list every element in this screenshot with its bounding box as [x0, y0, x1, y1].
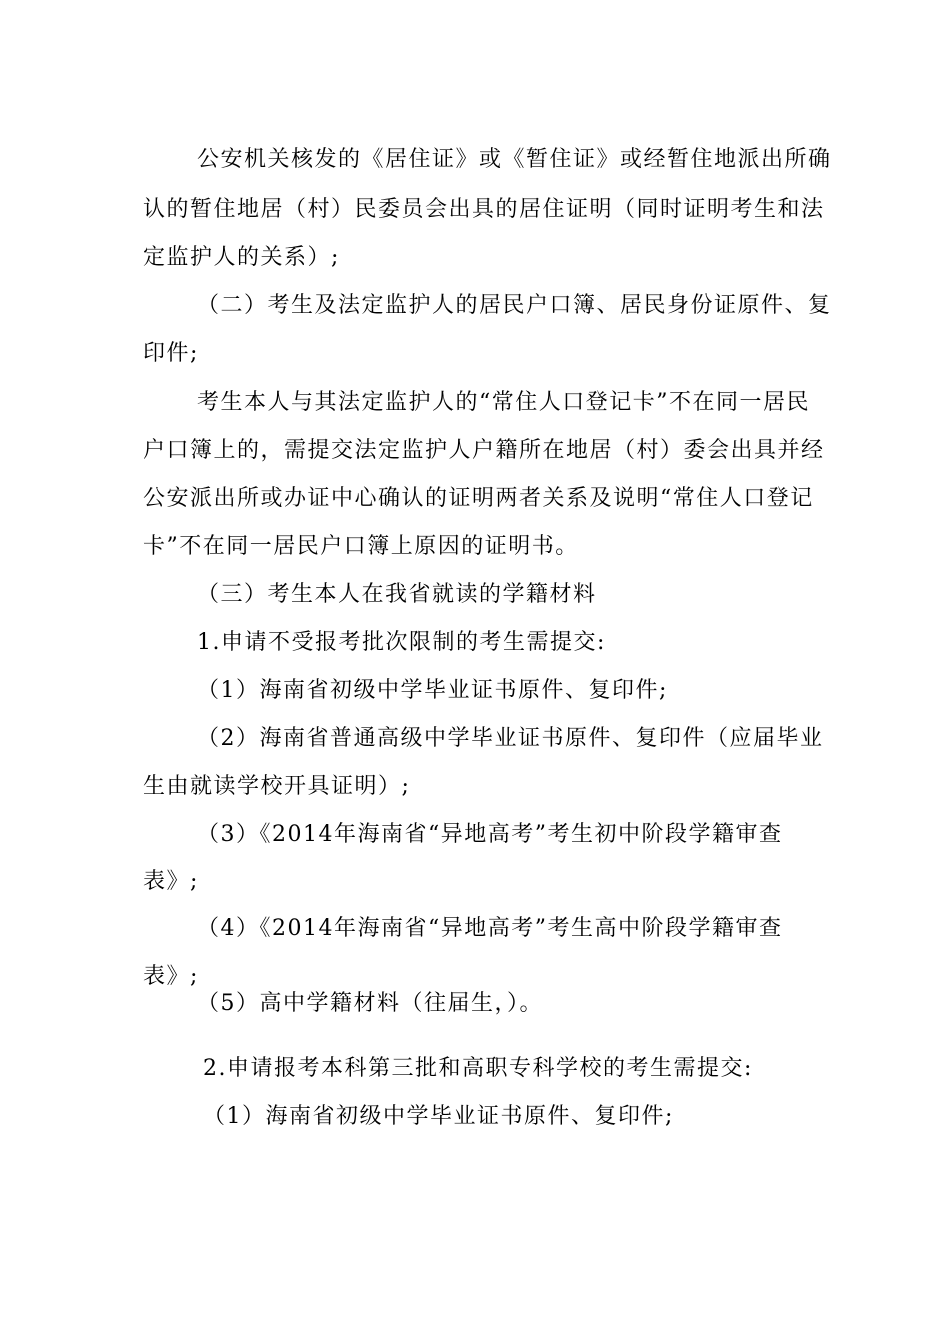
list-item: （2）海南省普通高级中学毕业证书原件、复印件（应届毕业 — [197, 726, 824, 751]
paragraph-line: 户口簿上的，需提交法定监护人户籍所在地居（村）委会出具并经 — [143, 438, 825, 463]
section-heading: （三）考生本人在我省就读的学籍材料 — [197, 582, 597, 607]
list-item: （1）海南省初级中学毕业证书原件、复印件; — [203, 1104, 674, 1129]
list-item-continued: 表》; — [143, 964, 199, 989]
paragraph-line: 考生本人与其法定监护人的“常住人口登记卡”不在同一居民 — [197, 390, 810, 415]
paragraph-line: 卡”不在同一居民户口簿上原因的证明书。 — [143, 534, 579, 559]
list-item: （1）海南省初级中学毕业证书原件、复印件; — [197, 678, 668, 703]
paragraph-line: 认的暂住地居（村）民委员会出具的居住证明（同时证明考生和法 — [143, 197, 825, 222]
list-item: （5）高中学籍材料（往届生，）。 — [197, 991, 543, 1016]
section-heading: （二）考生及法定监护人的居民户口簿、居民身份证原件、复 — [197, 293, 832, 318]
list-item: （3）《2014年海南省“异地高考”考生初中阶段学籍审查 — [197, 822, 783, 847]
list-item-continued: 生由就读学校开具证明）; — [143, 774, 411, 799]
paragraph-line: 印件; — [143, 341, 199, 366]
subsection-heading: 1.申请不受报考批次限制的考生需提交: — [197, 630, 606, 655]
subsection-heading: 2.申请报考本科第三批和高职专科学校的考生需提交: — [203, 1056, 753, 1081]
paragraph-line: 公安派出所或办证中心确认的证明两者关系及说明“常住人口登记 — [143, 486, 814, 511]
list-item: （4）《2014年海南省“异地高考”考生高中阶段学籍审查 — [197, 916, 783, 941]
paragraph-line: 定监护人的关系）; — [143, 245, 340, 270]
list-item-continued: 表》; — [143, 869, 199, 894]
paragraph-line: 公安机关核发的《居住证》或《暂住证》或经暂住地派出所确 — [197, 147, 832, 172]
